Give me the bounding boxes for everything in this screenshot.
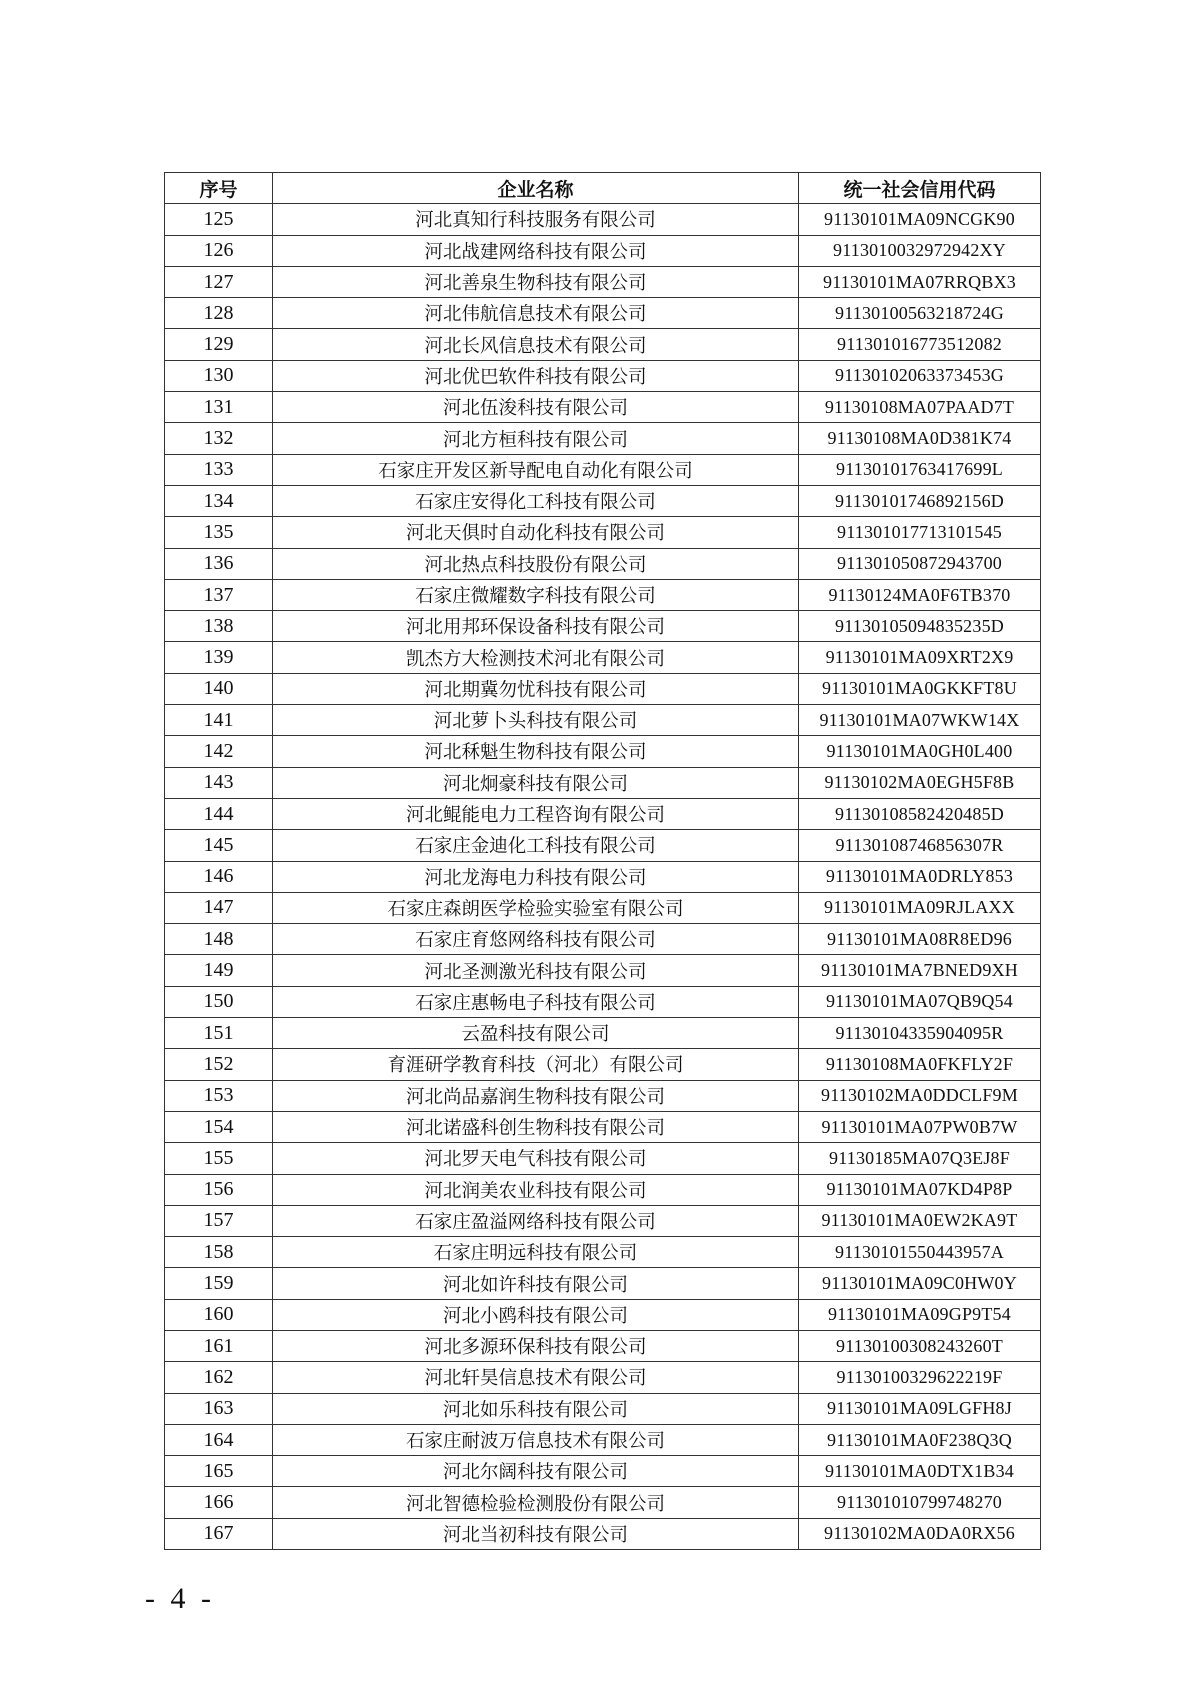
credit-code-cell: 91130101MA07WKW14X	[799, 705, 1041, 736]
table-row	[165, 1111, 1041, 1142]
company-name-cell: 河北善泉生物科技有限公司	[273, 266, 799, 297]
credit-code-cell: 91130101MA0GH0L400	[799, 736, 1041, 767]
credit-code-cell: 91130100329622219F	[799, 1362, 1041, 1393]
company-name-cell: 河北小鸥科技有限公司	[273, 1299, 799, 1330]
company-name-cell: 育涯研学教育科技（河北）有限公司	[273, 1049, 799, 1080]
credit-code-cell: 91130108582420485D	[799, 798, 1041, 829]
table-row	[165, 1018, 1041, 1049]
credit-code-cell: 91130100563218724G	[799, 298, 1041, 329]
credit-code-cell: 91130102MA0EGH5F8B	[799, 767, 1041, 798]
table-row	[165, 798, 1041, 829]
seq-cell: 143	[165, 767, 273, 798]
seq-cell: 147	[165, 892, 273, 923]
credit-code-cell: 91130101MA09LGFH8J	[799, 1393, 1041, 1424]
table-row	[165, 423, 1041, 454]
credit-code-cell: 91130101MA09GP9T54	[799, 1299, 1041, 1330]
company-name-cell: 河北多源环保科技有限公司	[273, 1330, 799, 1361]
credit-code-cell: 91130101746892156D	[799, 485, 1041, 516]
seq-cell: 144	[165, 798, 273, 829]
credit-code-cell: 911301016773512082	[799, 329, 1041, 360]
company-name-cell: 河北鲲能电力工程咨询有限公司	[273, 798, 799, 829]
credit-code-cell: 91130102MA0DA0RX56	[799, 1518, 1041, 1549]
company-name-cell: 石家庄耐波万信息技术有限公司	[273, 1424, 799, 1455]
credit-code-cell: 91130101MA7BNED9XH	[799, 955, 1041, 986]
credit-code-cell: 91130124MA0F6TB370	[799, 579, 1041, 610]
table-row	[165, 517, 1041, 548]
seq-cell: 131	[165, 392, 273, 423]
table-header-row	[165, 173, 1041, 204]
seq-cell: 129	[165, 329, 273, 360]
company-name-cell: 河北长风信息技术有限公司	[273, 329, 799, 360]
company-name-cell: 河北热点科技股份有限公司	[273, 548, 799, 579]
table-row	[165, 579, 1041, 610]
credit-code-cell: 91130101MA09C0HW0Y	[799, 1268, 1041, 1299]
table-row	[165, 204, 1041, 235]
table-row	[165, 1268, 1041, 1299]
seq-cell: 141	[165, 705, 273, 736]
table-row	[165, 955, 1041, 986]
seq-cell: 150	[165, 986, 273, 1017]
company-name-cell: 石家庄金迪化工科技有限公司	[273, 830, 799, 861]
table-row	[165, 611, 1041, 642]
table-row	[165, 1518, 1041, 1549]
table-row	[165, 861, 1041, 892]
table-row	[165, 1456, 1041, 1487]
seq-cell: 140	[165, 673, 273, 704]
credit-code-cell: 91130101MA09NCGK90	[799, 204, 1041, 235]
credit-code-cell: 91130108MA0D381K74	[799, 423, 1041, 454]
company-name-cell: 河北用邦环保设备科技有限公司	[273, 611, 799, 642]
table-row	[165, 705, 1041, 736]
company-name-cell: 凯杰方大检测技术河北有限公司	[273, 642, 799, 673]
credit-code-cell: 91130102MA0DDCLF9M	[799, 1080, 1041, 1111]
company-name-cell: 河北优巴软件科技有限公司	[273, 360, 799, 391]
company-name-cell: 石家庄开发区新导配电自动化有限公司	[273, 454, 799, 485]
seq-cell: 164	[165, 1424, 273, 1455]
seq-cell: 156	[165, 1174, 273, 1205]
credit-code-cell: 91130101MA0F238Q3Q	[799, 1424, 1041, 1455]
company-name-cell: 云盈科技有限公司	[273, 1018, 799, 1049]
seq-cell: 165	[165, 1456, 273, 1487]
credit-code-cell: 91130101MA0EW2KA9T	[799, 1205, 1041, 1236]
table-row	[165, 1049, 1041, 1080]
company-name-cell: 河北伟航信息技术有限公司	[273, 298, 799, 329]
table-row	[165, 1205, 1041, 1236]
company-name-cell: 河北战建网络科技有限公司	[273, 235, 799, 266]
seq-cell: 130	[165, 360, 273, 391]
enterprise-table-container	[164, 172, 1040, 1550]
seq-cell: 134	[165, 485, 273, 516]
seq-cell: 166	[165, 1487, 273, 1518]
company-name-cell: 石家庄森朗医学检验实验室有限公司	[273, 892, 799, 923]
seq-cell: 162	[165, 1362, 273, 1393]
credit-code-cell: 91130185MA07Q3EJ8F	[799, 1143, 1041, 1174]
seq-cell: 163	[165, 1393, 273, 1424]
seq-cell: 154	[165, 1111, 273, 1142]
seq-cell: 127	[165, 266, 273, 297]
seq-cell: 136	[165, 548, 273, 579]
company-name-cell: 河北诺盛科创生物科技有限公司	[273, 1111, 799, 1142]
company-name-cell: 河北轩昊信息技术有限公司	[273, 1362, 799, 1393]
table-row	[165, 485, 1041, 516]
table-row	[165, 767, 1041, 798]
header-seq: 序号	[165, 173, 273, 204]
seq-cell: 146	[165, 861, 273, 892]
credit-code-cell: 91130101MA07RRQBX3	[799, 266, 1041, 297]
header-credit-code: 统一社会信用代码	[799, 173, 1041, 204]
seq-cell: 137	[165, 579, 273, 610]
table-row	[165, 1487, 1041, 1518]
seq-cell: 126	[165, 235, 273, 266]
company-name-cell: 河北如许科技有限公司	[273, 1268, 799, 1299]
table-row	[165, 736, 1041, 767]
credit-code-cell: 91130101763417699L	[799, 454, 1041, 485]
seq-cell: 125	[165, 204, 273, 235]
seq-cell: 161	[165, 1330, 273, 1361]
credit-code-cell: 91130101MA09RJLAXX	[799, 892, 1041, 923]
table-row	[165, 266, 1041, 297]
table-row	[165, 360, 1041, 391]
company-name-cell: 石家庄惠畅电子科技有限公司	[273, 986, 799, 1017]
table-row	[165, 1174, 1041, 1205]
table-row	[165, 235, 1041, 266]
table-row	[165, 642, 1041, 673]
table-body	[165, 204, 1041, 1550]
company-name-cell: 河北期冀勿忧科技有限公司	[273, 673, 799, 704]
seq-cell: 132	[165, 423, 273, 454]
credit-code-cell: 91130104335904095R	[799, 1018, 1041, 1049]
seq-cell: 159	[165, 1268, 273, 1299]
table-row	[165, 673, 1041, 704]
company-name-cell: 河北伍浚科技有限公司	[273, 392, 799, 423]
company-name-cell: 河北方桓科技有限公司	[273, 423, 799, 454]
table-row	[165, 298, 1041, 329]
credit-code-cell: 91130108MA0FKFLY2F	[799, 1049, 1041, 1080]
seq-cell: 139	[165, 642, 273, 673]
table-row	[165, 892, 1041, 923]
company-name-cell: 河北萝卜头科技有限公司	[273, 705, 799, 736]
company-name-cell: 河北龙海电力科技有限公司	[273, 861, 799, 892]
credit-code-cell: 91130102063373453G	[799, 360, 1041, 391]
credit-code-cell: 91130101MA07QB9Q54	[799, 986, 1041, 1017]
credit-code-cell: 91130100308243260T	[799, 1330, 1041, 1361]
company-name-cell: 河北润美农业科技有限公司	[273, 1174, 799, 1205]
credit-code-cell: 91130101MA08R8ED96	[799, 924, 1041, 955]
seq-cell: 128	[165, 298, 273, 329]
enterprise-table	[164, 172, 1041, 1550]
company-name-cell: 石家庄微耀数字科技有限公司	[273, 579, 799, 610]
company-name-cell: 石家庄盈溢网络科技有限公司	[273, 1205, 799, 1236]
table-row	[165, 454, 1041, 485]
seq-cell: 152	[165, 1049, 273, 1080]
credit-code-cell: 91130101MA0DTX1B34	[799, 1456, 1041, 1487]
seq-cell: 160	[165, 1299, 273, 1330]
credit-code-cell: 91130101MA0GKKFT8U	[799, 673, 1041, 704]
credit-code-cell: 911301017713101545	[799, 517, 1041, 548]
table-row	[165, 1330, 1041, 1361]
credit-code-cell: 91130108746856307R	[799, 830, 1041, 861]
seq-cell: 155	[165, 1143, 273, 1174]
table-row	[165, 1393, 1041, 1424]
seq-cell: 158	[165, 1237, 273, 1268]
credit-code-cell: 91130101550443957A	[799, 1237, 1041, 1268]
credit-code-cell: 9113010032972942XY	[799, 235, 1041, 266]
seq-cell: 153	[165, 1080, 273, 1111]
company-name-cell: 河北天俱时自动化科技有限公司	[273, 517, 799, 548]
seq-cell: 142	[165, 736, 273, 767]
table-row	[165, 1362, 1041, 1393]
seq-cell: 145	[165, 830, 273, 861]
credit-code-cell: 91130101MA09XRT2X9	[799, 642, 1041, 673]
company-name-cell: 河北智德检验检测股份有限公司	[273, 1487, 799, 1518]
seq-cell: 138	[165, 611, 273, 642]
table-row	[165, 548, 1041, 579]
credit-code-cell: 91130108MA07PAAD7T	[799, 392, 1041, 423]
table-row	[165, 1299, 1041, 1330]
credit-code-cell: 91130101MA07KD4P8P	[799, 1174, 1041, 1205]
seq-cell: 133	[165, 454, 273, 485]
seq-cell: 157	[165, 1205, 273, 1236]
seq-cell: 135	[165, 517, 273, 548]
company-name-cell: 河北秝魁生物科技有限公司	[273, 736, 799, 767]
header-company-name: 企业名称	[273, 173, 799, 204]
credit-code-cell: 91130105094835235D	[799, 611, 1041, 642]
table-row	[165, 830, 1041, 861]
table-row	[165, 1143, 1041, 1174]
table-row	[165, 392, 1041, 423]
credit-code-cell: 91130101MA0DRLY853	[799, 861, 1041, 892]
table-row	[165, 986, 1041, 1017]
company-name-cell: 河北当初科技有限公司	[273, 1518, 799, 1549]
seq-cell: 167	[165, 1518, 273, 1549]
table-row	[165, 1080, 1041, 1111]
company-name-cell: 河北炯豪科技有限公司	[273, 767, 799, 798]
credit-code-cell: 911301050872943700	[799, 548, 1041, 579]
seq-cell: 149	[165, 955, 273, 986]
table-row	[165, 1424, 1041, 1455]
table-row	[165, 1237, 1041, 1268]
company-name-cell: 河北罗天电气科技有限公司	[273, 1143, 799, 1174]
company-name-cell: 河北尔阔科技有限公司	[273, 1456, 799, 1487]
company-name-cell: 石家庄明远科技有限公司	[273, 1237, 799, 1268]
credit-code-cell: 911301010799748270	[799, 1487, 1041, 1518]
seq-cell: 151	[165, 1018, 273, 1049]
table-row	[165, 329, 1041, 360]
table-row	[165, 924, 1041, 955]
credit-code-cell: 91130101MA07PW0B7W	[799, 1111, 1041, 1142]
page-number: - 4 -	[145, 1582, 215, 1615]
company-name-cell: 石家庄安得化工科技有限公司	[273, 485, 799, 516]
company-name-cell: 河北真知行科技服务有限公司	[273, 204, 799, 235]
company-name-cell: 石家庄育悠网络科技有限公司	[273, 924, 799, 955]
company-name-cell: 河北圣测激光科技有限公司	[273, 955, 799, 986]
seq-cell: 148	[165, 924, 273, 955]
company-name-cell: 河北如乐科技有限公司	[273, 1393, 799, 1424]
company-name-cell: 河北尚品嘉润生物科技有限公司	[273, 1080, 799, 1111]
